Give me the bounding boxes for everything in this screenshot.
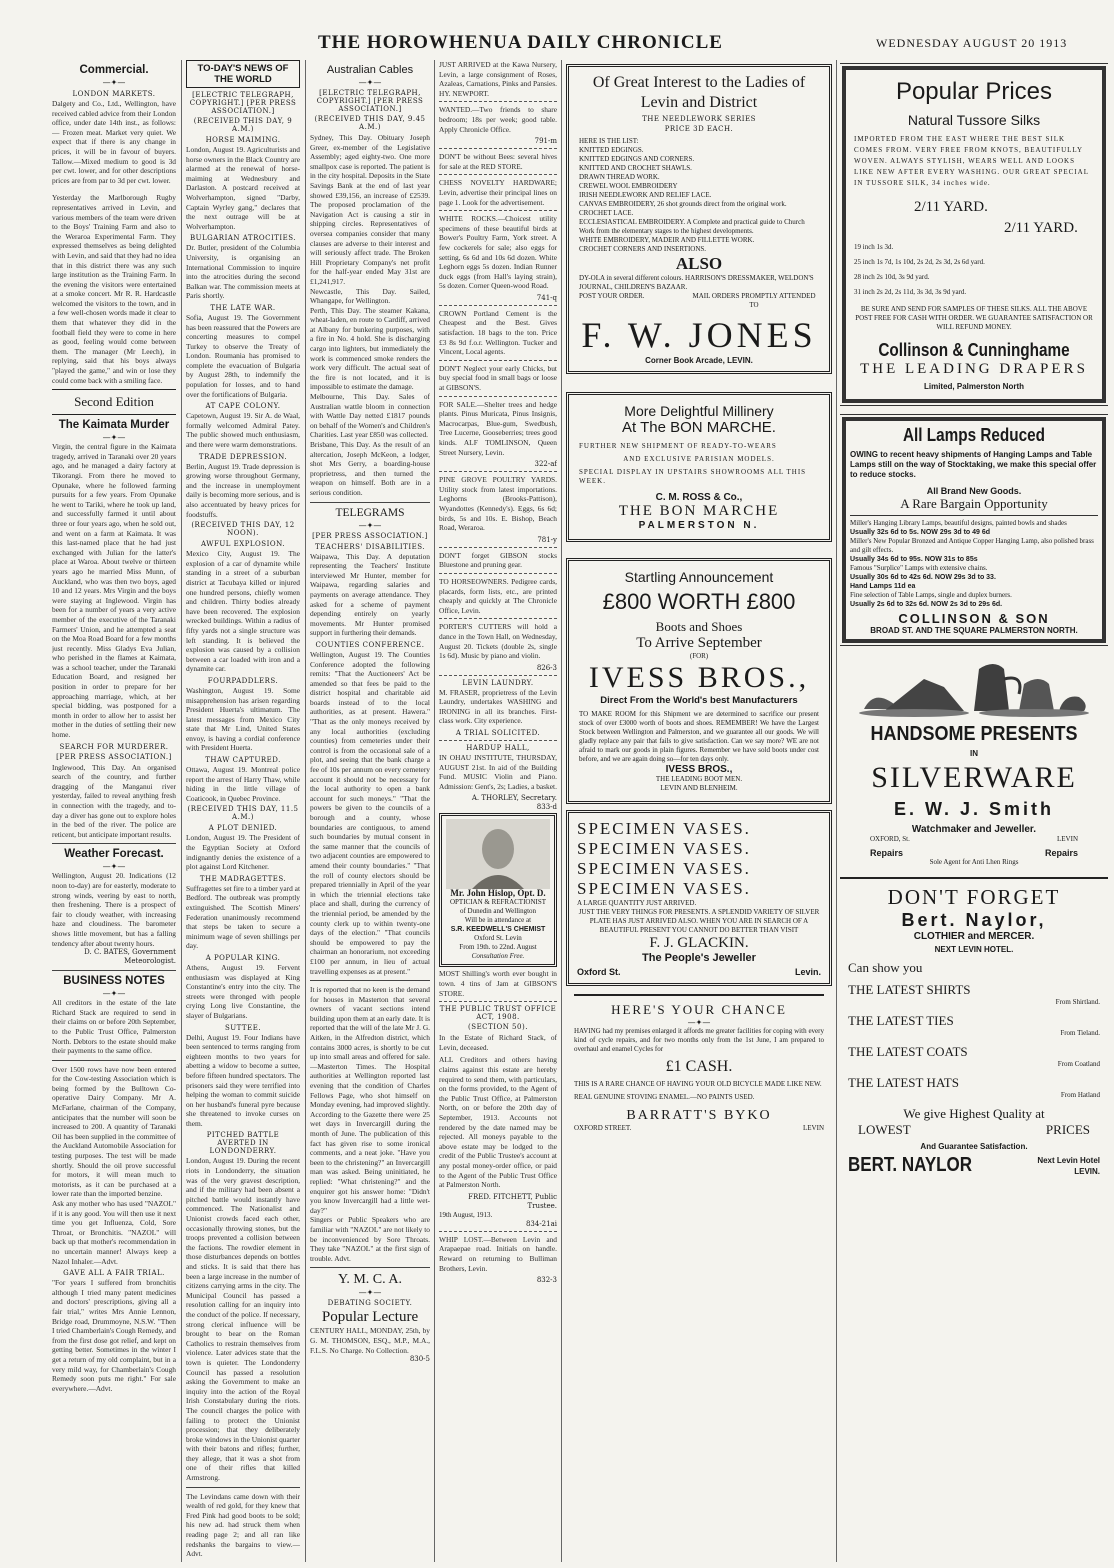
chance-firm: BARRATT'S BYKO	[626, 1108, 772, 1123]
millinery-heading: More Delightful Millinery	[624, 403, 774, 419]
jones-address: Corner Book Arcade, LEVIN.	[645, 356, 753, 365]
chance-ad	[566, 990, 832, 1137]
glackin-title: The People's Jeweller	[642, 952, 756, 964]
ad-ref: 833-d	[536, 803, 557, 812]
world-news-sub: [ELECTRIC TELEGRAPH, COPYRIGHT.] [PER PRESS ASSOCIATION.]	[189, 91, 297, 115]
late-war-heading: THE LATE WAR.	[210, 303, 276, 312]
needlework-also-text: DY-OLA in several different colours. HARRISON'S DRESSMAKER, WELDON'S JOURNAL, CHILDREN'S BAZAAR.	[579, 274, 814, 291]
ad-ref: 834-21ai	[525, 1219, 557, 1228]
bees-ad: DON'T be without Bees: several hives for sale at the RED STORE.	[439, 152, 557, 171]
ivess-towns: LEVIN AND BLENHEIM.	[660, 784, 738, 792]
business-heading: BUSINESS NOTES	[63, 975, 165, 988]
lamps-rare: A Rare Bargain Opportunity	[900, 496, 1048, 511]
sydney-article: Sydney, This Day. Obituary Joseph Greer, ex-member of the Legislative Assembly; aged eighty-two. One more smallpox case is reported. The patient is in the city hospital. Deposits in the State Savings Bank at the end of last year showed £39,156, an increase of £2539. The proposed proclamation of the Navigation Act is causing a stir in shipping circles. Representatives of oversea companies consider that many clauses are adverse to their interest and will seriously affect trade. The Broken Hill Proprietary Company's net profit for the half-year ended May 31st are £1,241,917.	[310, 133, 430, 286]
divider	[439, 396, 557, 397]
telegrams-heading: TELEGRAMS	[335, 506, 405, 519]
handsome-presents: HANDSOME PRESENTS	[870, 723, 1078, 745]
ornament: —✦—	[102, 433, 126, 443]
suttee-article: Delhi, August 19. Four Indians have been sentenced to terms ranging from eighteen months to two years for abetting a widow to become a suttee, before fifteen hundred spectators. The prisoners said they were terrified into helping the woman to commit suicide on her husband's funeral pyre because she threatened to invoke curses on them.	[186, 1032, 300, 1128]
counties-heading: COUNTIES CONFERENCE.	[315, 640, 425, 649]
porter-ad: PORTER'S CUTTERS will hold a dance in the Town Hall, on Wednesday, August 20. Tickets (double 2s, single 1s 6d). Music by piano and violin.	[439, 622, 557, 661]
search-article: Inglewood, This Day. An organised search of the country, and further dragging of the Manganui river yesterday, failed to reveal anything fresh in connection with the tragedy, and to-day a diver has gone out to explore holes in the bed of the river. The police are reticent, but anticipate important results.	[52, 762, 176, 839]
thaw-article: Ottawa, August 19. Montreal police report the arrest of Harry Thaw, while hiding in the little village of Coaticook, in Quebec Province.	[186, 765, 300, 803]
ornament: —✦—	[102, 989, 126, 999]
ivess-signature: IVESS BROS.,	[665, 764, 733, 775]
laundry-heading: LEVIN LAUNDRY.	[462, 678, 534, 687]
latest-item: THE LATEST HATS	[848, 1075, 959, 1090]
drapers-limited: Limited, Palmerston North	[923, 382, 1024, 391]
hislop-address: Oxford St. Levin	[474, 934, 522, 943]
lamp-item: Usually 32s 6d to 5s. NOW 29s 3d to 49 6d	[850, 529, 991, 536]
shilling-ad: MOST Shilling's worth ever bought in town. 4 tins of Jam at GIBSON'S STORE.	[439, 969, 557, 998]
singers-ad: Singers or Public Speakers who are familiar with "NAZOL" are not likely to be inconvenienced by Sore Throats. They take "NAZOL" at the first sign of trouble. Advt.	[310, 1215, 430, 1263]
collinson-name: Collinson & Cunninghame	[878, 340, 1070, 360]
list-item: KNITTED AND CROCHET SHAWLS.	[579, 164, 692, 172]
millinery-text: AND EXCLUSIVE PARISIAN MODELS.	[623, 455, 775, 463]
ymca-sub: DEBATING SOCIETY.	[327, 1299, 413, 1308]
ornament: —✦—	[102, 78, 126, 87]
divider	[439, 174, 557, 175]
divider	[439, 210, 557, 211]
ad-ref: 826-3	[536, 663, 557, 672]
fourpaddlers-article: Washington, August 19. Some misapprehension has arisen regarding President Huerta's ultimatum. The latest messages from Mexico City state that Mr Lind, United States envoy, is having a cordial conference with President Huerta.	[186, 685, 300, 753]
sole-agent: Sole Agent for Anti Lhen Rings	[929, 858, 1019, 866]
trust-estate: In the Estate of Richard Stack, of Levin, deceased.	[439, 1033, 557, 1052]
needlework-list	[579, 146, 819, 254]
ornament: —✦—	[358, 520, 382, 530]
lamp-item: Hand Lamps 11d ea	[850, 583, 916, 590]
ivess-boots: Boots and Shoes	[655, 619, 743, 634]
divider	[439, 675, 557, 676]
divider	[52, 1060, 176, 1061]
lamp-item: Miller's Hanging Library Lamps, beautiful designs, painted bowls and shades	[850, 519, 1067, 527]
commercial-heading: Commercial.	[79, 64, 149, 76]
search-heading: SEARCH FOR MURDERER.	[59, 742, 169, 751]
needlework-mail: MAIL ORDERS PROMPTLY ATTENDED TO	[692, 292, 816, 309]
ad-ref: 741-q	[536, 293, 557, 302]
quality-line: We give Highest Quality at	[903, 1106, 1045, 1121]
hislop-name: Mr. John Hislop, Opt. D.	[450, 888, 546, 899]
ornament: —✦—	[358, 78, 382, 87]
explosion-heading: AWFUL EXPLOSION.	[201, 540, 285, 549]
hall-signature: A. THORLEY, Secretary.	[471, 794, 557, 803]
hislop-title: OPTICIAN & REFRACTIONIST	[449, 898, 547, 907]
column-commercial	[52, 60, 176, 1562]
list-item: IRISH NEEDLEWORK AND RELIEF LACE.	[579, 191, 712, 199]
vases-line: SPECIMEN VASES.	[577, 879, 751, 898]
glackin-town: Levin.	[794, 967, 821, 977]
plot-heading: A PLOT DENIED.	[208, 824, 278, 833]
latest-from: From Coatland	[1057, 1060, 1100, 1068]
smith-address: OXFORD, St.	[870, 835, 910, 843]
divider	[439, 618, 557, 619]
vases-ad	[566, 810, 832, 986]
latest-item: THE LATEST SHIRTS	[848, 982, 971, 997]
millinery-town: PALMERSTON N.	[638, 520, 760, 531]
hislop-chemist: S.R. KEEDWELL'S CHEMIST	[450, 926, 546, 934]
price-line: 25 inch 1s 7d, 1s 10d, 2s 2d, 2s 3d, 2s 6d yard.	[854, 258, 985, 266]
ivess-text: TO MAKE ROOM for this Shipment we are determined to sacrifice our present stock of over £3000 worth of boots and shoes. REMEMBER! We have the Largest Stock between Wellington and Palmerston, and we guarantee all our goods. We will gladly replace any pair that fails to give satisfaction. Can we say more? WE are not afraid to mark our goods in plain figures. Remember we have sold boots under cost before, and we are again doing so—for ten days only.	[579, 710, 819, 763]
guarantee: And Guarantee Satisfaction.	[920, 1142, 1028, 1151]
price-line: 19 inch 1s 3d.	[854, 243, 894, 251]
lamp-item: Famous "Surplice" Lamps with extensive chains.	[850, 564, 988, 572]
rugby-article: Yesterday the Marlborough Rugby representatives arrived in Levin, and various members of the team were driven to the Boys' Training Farm and also to the Weraroa Experimental Farm. They expressed themselves as being delighted with Levin, and said that they had no idea that in this district there was any such large institution as the Training Farm. In the evening the visitors were entertained at a smoke concert. Mr R. R. Hardcastle welcomed the visitors to the town, and in a few well-chosen words made it clear to them that whatever they did in the football field they were to come in here as good, feeling would come between them. The manager (Mr Leech), in replying, said that his boys always "played the game," and win or lose they could come back with a smiling face.	[52, 193, 176, 385]
laundry-trial: A TRIAL SOLICITED.	[455, 729, 541, 738]
divider	[52, 970, 176, 971]
lowest-prices-row	[848, 1122, 1100, 1138]
needlework-post: POST YOUR ORDER.	[579, 292, 645, 300]
trust-sub: (SECTION 50).	[468, 1023, 528, 1032]
suttee-heading: SUTTEE.	[224, 1023, 262, 1032]
millinery-text: FURTHER NEW SHIPMENT OF READY-TO-WEARS	[579, 442, 777, 450]
ornament: —✦—	[358, 1288, 382, 1298]
divider	[439, 305, 557, 306]
late-war-article: Sofia, August 19. The Government has been reassured that the Powers are concerting measures to compel Turkey to observe the Treaty of London. Roumania has promised to complete the evacuation of Bulgaria by August 28th, to indemnify the population for losses, and to hand over the fortifications of Bulgaria.	[186, 312, 300, 399]
smith-town: LEVIN	[1057, 835, 1078, 843]
vases-sub: A LARGE QUANTITY JUST ARRIVED.	[577, 899, 697, 907]
pitched-article: London, August 19. During the recent riots in Londonderry, the situation was of the very gravest description, and if the military had been absent a pitched battle would instantly have commenced. The Nationalist and Unionist crowds faced each other, occasionally throwing stones, but the troops prevented a collision between the factions. The rowdier element in those disturbances depends on bottles and sticks. It is said that there has been a large increase in the number of citizens carrying arms in the city. The Municipal Council has passed a resolution calling for an inquiry into the conduct of the police. If necessary, strong clerical influence will be brought to bear on the Roman Catholics to restrain themselves from violence. Later advices state that the town is quieter. The Londonderry Council has passed a resolution asking the Government to make an inquiry into the action of the Royal Irish Constabulary during the riots. The council charges the police with failing to protect the Unionist procession; that they deliberately broke windows in the Unionist quarter with their batons and rifles; further, they allege, that it was a shot from one of their rifles that killed Armstrong.	[186, 1156, 300, 1483]
king-article: Athens, August 19. Fervent enthusiasm was displayed at King Constantine's entry into the city. The streets were thronged with people crying Long live Constantine, the slayer of Bulgarians.	[186, 962, 300, 1020]
lowest-word: LOWEST	[858, 1122, 911, 1137]
silverware-illustration-icon	[854, 649, 1094, 719]
levindans-ad: The Levindans came down with their wealth of red gold, for they knew that Fred Pink had good boots to be sold; his new ad. had struck them when reading page 2; and all ran like redshanks the bargains to view.—Advt.	[186, 1491, 300, 1559]
millinery-firm: C. M. ROSS & Co.,	[655, 492, 743, 503]
australian-cables-heading: Australian Cables	[326, 64, 414, 76]
millinery-subheading: At The BON MARCHE.	[622, 419, 776, 436]
horse-heading: HORSE MAIMING.	[205, 136, 281, 144]
pine-grove-ad: PINE GROVE POULTRY YARDS. Utility stock from latest importations. Leghorns (Brooks-Pattison), Wyandottes (Kennedy's). Eggs, 6s 6d; birds, 5s and 10s. E. Bishop, Beach Road, Weraroa.	[439, 475, 557, 533]
whip-ad: WHIP LOST.—Between Levin and Arapaepae road. Initials on handle. Reward on returning to Bulliman Brothers, Levin.	[439, 1234, 557, 1273]
millinery-ad	[566, 392, 832, 542]
hislop-free: Consultation Free.	[471, 952, 525, 961]
tussore-text: IMPORTED FROM THE EAST WHERE THE BEST SILK COMES FROM. VERY FREE FROM KNOTS, BEAUTIFULLY WOVEN. ALWAYS STYLISH, WEARS WELL AND LOOKS LIKE NEW AFTER EVERY WASHING. OUR GREAT SPECIAL IN TUSSORE SILK, 34 inches wide.	[854, 135, 1089, 187]
samples-text: BE SURE AND SEND FOR SAMPLES OF THESE SILKS. ALL THE ABOVE POST FREE FOR CASH WITH ORDER. WE GUARANTEE SATISFACTION OR WILL REFUND MONEY.	[855, 305, 1093, 331]
jones-name: F. W. JONES	[581, 315, 817, 355]
cables-sub: [ELECTRIC TELEGRAPH, COPYRIGHT.] [PER PRESS ASSOCIATION.]	[316, 89, 424, 113]
latest-item: THE LATEST COATS	[848, 1044, 968, 1059]
repairs-label: Repairs	[870, 848, 904, 858]
glackin-address-row	[577, 967, 821, 977]
chance-heading: HERE'S YOUR CHANCE	[574, 994, 824, 1018]
naylor-big: BERT. NAYLOR	[848, 1154, 973, 1176]
bulgarian-heading: BULGARIAN ATROCITIES.	[189, 234, 297, 243]
newspaper-title: THE HOROWHENUA DAILY CHRONICLE	[318, 32, 723, 53]
horseowners-ad: TO HORSEOWNERS. Pedigree cards, placards, form lists, etc., are printed cheaply and quickly at The Chronicle Office, Levin.	[439, 576, 557, 615]
needlework-ad	[566, 64, 832, 374]
chance-price: £1 CASH.	[665, 1058, 733, 1075]
white-rocks-ad: WHITE ROCKS.—Choicest utility specimens of these beautiful birds at Bower's Poultry Farm, York street. A few cockerels for sale; also eggs for setting, 6s 6d and 10s 6d dozen. White Leghorn eggs 5s dozen. Indian Runner duck eggs (from Hall's laying strain), 5s dozen. Corner Queen-wood Road.	[439, 214, 557, 291]
column-classifieds	[439, 60, 557, 1562]
ad-ref: 781-y	[537, 535, 557, 544]
cows-article: Over 1500 rows have now been entered for the Cow-testing Association which is being formed by the Bulltown Co-operative Dairy Company. Mr A. McFarlane, chairman of the Company, anticipates that the number will soon be increased to 200. A quantity of Taranaki Oil has been supplied in the committee of the Auckland Automobile Association for testing purposes. The test will be made shortly. Should the oil prove successful for motors, it will mean much to motorists, as it can be purchased at a lower rate than the imported benzine.	[52, 1064, 176, 1199]
issue-date: WEDNESDAY AUGUST 20 1913	[876, 36, 1068, 50]
weather-signature: D. C. BATES, Government Meteorologist.	[84, 948, 176, 966]
newcastle-article: Newcastle, This Day. Sailed, Whangape, for Wellington.	[310, 286, 430, 306]
chance-address: OXFORD STREET.	[574, 1124, 632, 1132]
received-note: (RECEIVED THIS DAY, 9.45 A.M.)	[314, 115, 426, 131]
lamp-item: Miller's New Popular Bronzed and Antique Copper Hanging Lamp, also polished brass and gilt effects.	[850, 537, 1094, 554]
lamps-ad	[842, 417, 1106, 643]
trade-article: Berlin, August 19. Trade depression is growing worse throughout Germany, and the increase in unemployment daily is becoming more serious, and is also accentuated by heavy prices for foodstuffs.	[186, 461, 300, 519]
cement-ad: CROWN Portland Cement is the Cheapest and the Best. Gives satisfaction. 18 bags to the ton. Price £3 8s 9d f.o.r. Wellington. Tucker and Vincent, Local agents.	[439, 308, 557, 357]
gibson-ad: DON'T forget GIBSON stocks Bluestone and pruning gear.	[439, 550, 557, 570]
hislop-attend: Will be in attendance at	[464, 916, 532, 925]
naylor-name: Bert. Naylor,	[901, 910, 1047, 930]
lamp-item: Usually 34s 6d to 95s. NOW 31s to 85s	[850, 556, 978, 563]
madragettes-heading: THE MADRAGETTES.	[199, 874, 287, 883]
trust-date: 19th August, 1913.	[439, 1210, 493, 1219]
naylor-next: Next Levin Hotel	[1037, 1155, 1100, 1165]
divider	[439, 1001, 557, 1002]
masthead	[0, 30, 1114, 58]
trust-signature: FRED. FITCHETT, Public Trustee.	[468, 1192, 557, 1210]
lamps-text: OWING to recent heavy shipments of Hanging Lamps and Table Lamps still on the way of Stocktaking, we make this special offer to reduce stocks.	[850, 450, 1097, 479]
wanted-ad: WANTED.—Two friends to share bedroom; 18s per week; good table. Apply Chronicle Office.	[439, 105, 557, 134]
lamps-heading: All Lamps Reduced	[902, 425, 1045, 445]
teachers-article: Waipawa, This Day. A deputation representing the Teachers' Institute interviewed Mr Hunter, member for Waipawa, regarding salaries and payments on average attendance. They asked for a scheme of payment depending entirely on yearly movements. Mr Hunter promised support in furthering their demands.	[310, 551, 430, 638]
list-item: CROCHET CORNERS AND INSERTIONS.	[579, 245, 707, 253]
perth-article: Perth, This Day. The steamer Kakana, wheat-laden, en route to Cardiff, arrived at Albany for bunkering purposes, with a fire in No. 4 hold. She is discharging cargo into lighters, but immediately the work is commenced smoke renders the work very difficult. The actual seat of the fire is not located, and it is impossible to estimate the damage.	[310, 305, 430, 392]
divider	[439, 547, 557, 548]
ad-ref: 322-af	[534, 460, 557, 469]
hislop-portrait-icon	[446, 819, 550, 889]
list-item: ECCLESIASTICAL EMBROIDERY. A Complete and practical guide to Church Work from the elementary stages to the highest developments.	[579, 218, 805, 235]
repairs-row	[840, 848, 1108, 858]
kawa-ad: JUST ARRIVED at the Kawa Nursery, Levin, a large consignment of Roses, Azaleas, Carnations, Pinks and Pansies. HY. NEWPORT.	[439, 60, 557, 98]
melbourne-article: Melbourne, This Day. Sales of Australian wattle bloom in connection with Wattle Day netted £1817 pounds on behalf of the Women's and Children's Charities. Last year £850 was collected.	[310, 392, 430, 440]
silverware-ad	[840, 723, 1108, 867]
ymca-heading: Y. M. C. A.	[338, 1272, 402, 1288]
divider	[439, 1231, 557, 1232]
list-item: CROCHET LACE.	[579, 209, 634, 217]
lamp-item: Usually 30s 6d to 42s 6d. NOW 29s 3d to 33.	[850, 574, 996, 581]
second-edition-heading: Second Edition	[52, 389, 176, 415]
laundry-ad: M. FRASER, proprietress of the Levin Laundry, undertakes WASHING and IRONING in all its branches. First-class work. City experience.	[439, 687, 557, 726]
latest-from: From Hatland	[1060, 1091, 1100, 1099]
hislop-dates: From 19th. to 22nd. August	[459, 943, 537, 952]
ivess-heading: Startling Announcement	[624, 569, 774, 585]
pitched-heading: PITCHED BATTLE AVERTED IN LONDONDERRY.	[206, 1131, 280, 1156]
divider	[310, 1267, 430, 1268]
divider	[439, 101, 557, 102]
divider	[439, 360, 557, 361]
divider	[186, 1487, 300, 1488]
millinery-text: SPECIAL DISPLAY IN UPSTAIRS SHOWROOMS ALL THIS WEEK.	[579, 468, 807, 485]
hislop-place: of Dunedin and Wellington	[459, 907, 537, 916]
brisbane-article: Brisbane, This Day. As the result of an altercation, Joseph McKeon, a lodger, shot Mrs Gerry, a boarding-house proprietress, and then turned the weapon on himself. Both are in a serious condition.	[310, 440, 430, 497]
business-article: All creditors in the estate of the late Richard Stack are required to send in their claims on or before 20th September, to the Public Trust Office, Palmerston North. Debtors to the estate should make their payments to the same office.	[52, 998, 176, 1056]
vases-line: SPECIMEN VASES.	[577, 819, 751, 838]
glackin-address: Oxford St.	[577, 967, 621, 977]
divider	[439, 471, 557, 472]
weather-heading: Weather Forecast.	[64, 848, 164, 861]
divider	[310, 502, 430, 503]
ivess-for: (FOR)	[689, 652, 709, 660]
smith-name: E. W. J. Smith	[893, 799, 1055, 819]
king-heading: A POPULAR KING.	[205, 953, 281, 962]
chess-ad: CHESS NOVELTY HARDWARE; Levin, advertise their principal lines on page 1. Look for the advertisement.	[439, 178, 557, 207]
list-item: KNITTED EDGINGS AND CORNERS.	[579, 155, 695, 163]
chance-text: HAVING had my premises enlarged it affords me greater facilities for coping with every kind of cycle repairs, and for two months only from the 1st June, I am prepared to overhaul and enamel Cycles for	[574, 1027, 824, 1053]
local-news: It is reported that no keen is the demand for houses in Masterton that several owners of vacant sections intend building upon them at an early date. It is reported that the will of the late Mr J. G. Aitken, in the Alfredton district, which contains 3000 acres, is shortly to be cut up into small areas and offered for sale.—Masterton Times. The Hospital authorities at Wellington reported last evening that the condition of Charles Fellows Page, who shot himself on Monday evening, had improved slightly. According to the Gazette there were 25 wet days in Invercargill during the month of June. The publication of this fact has given rise to some ironical comments, and a neat joke. "Have you been to the christening?" an Invercargill man was asked. Being uninitiated, he replied: "What christening?" and the enquirer got his answer home: "Didn't you know Invercargill had a little wet-day?"	[310, 985, 430, 1215]
horse-article: London, August 19. Agriculturists and horse owners in the Black Country are alarmed at the renewal of horse-maiming at Wednesbury and Darlaston. A postcard received at Wolverhampton, signed "Darby, Captain Wyrley gang," declares that the next outrage will be at Wolverhampton.	[186, 145, 300, 231]
list-item: CANVAS EMBROIDERY, 26 shot grounds direct from the original work.	[579, 200, 787, 208]
thaw-heading: THAW CAPTURED.	[205, 756, 281, 765]
london-markets-heading: LONDON MARKETS.	[72, 90, 156, 98]
hall-ad: IN OHAU INSTITUTE, THURSDAY, AUGUST 21st. In aid of the Building Fund. MUSIC Violin and Piano. Admission: Gent's, 2s; Ladies, a basket.	[439, 753, 557, 791]
divider	[310, 980, 430, 981]
latest-from: From Tieland.	[1060, 1029, 1100, 1037]
ivess-arrive: To Arrive September	[636, 635, 762, 651]
tussore-ad	[842, 66, 1106, 403]
weather-article: Wellington, August 20. Indications (12 noon to-day) are for easterly, moderate to strong winds, veering by east to north, then freshening. There is a prospect of fair to cloudy weather, with increasing haze and cloudiness. The barometer shows little movement, but has a falling tendency after about twenty hours.	[52, 871, 176, 948]
ivess-leading: THE LEADING BOOT MEN.	[655, 775, 743, 783]
millinery-store: THE BON MARCHE	[618, 503, 780, 519]
fourpaddlers-heading: FOURPADDLERS.	[207, 676, 279, 685]
column-australian-cables	[310, 60, 430, 1562]
divider	[439, 740, 557, 741]
lamp-item: Usually 2s 6d to 32s 6d. NOW 2s 3d to 29s 6d.	[850, 601, 1003, 608]
nazol-ad: Ask any mother who has used "NAZOL" if it is any good. You will then use it next time you get Influenza, Cold, Sore Throat, or Bronchitis. "NAZOL" will back up that mother's recommendation in no uncertain manner! Always keep a Nazol Inhaler.—Advt.	[52, 1199, 176, 1266]
divider	[439, 148, 557, 149]
trial-ad: "For years I suffered from bronchitis although I tried many patent medicines and doctors' prescriptions, giving all a fair trial," writes Mrs Annie Lennon, Bridge road, Drummoyne, N.S.W. "Then I tried Chamberlain's Cough Remedy, and from the first dose got relief, and kept on getting better. Sometimes in the winter I get a return of my old complaint, but in a very mild way, for Chamberlain's Cough Remedy soon puts me right." For sale everywhere.—Advt.	[52, 1278, 176, 1393]
needlework-list-heading: HERE IS THE LIST:	[579, 137, 639, 145]
price-line: 28 inch 2s 10d, 3s 9d yard.	[854, 273, 930, 281]
naylor-town: LEVIN.	[1074, 1166, 1100, 1176]
smith-address-row	[840, 835, 1108, 844]
yard-price: 2/11 YARD.	[914, 199, 988, 215]
column-rule	[561, 60, 562, 1562]
ivess-direct: Direct From the World's best Manufacturers	[600, 695, 798, 706]
hislop-ad	[439, 813, 557, 967]
divider	[850, 515, 1098, 516]
telegrams-sub: [PER PRESS ASSOCIATION.]	[312, 531, 428, 540]
chicks-ad: DON'T Neglect your early Chicks, but buy special food in small bags or loose at GIBSON'S.	[439, 363, 557, 393]
ad-ref: 791-m	[534, 137, 557, 146]
trade-heading: TRADE DEPRESSION.	[198, 452, 288, 461]
hall-heading: HARDUP HALL,	[466, 744, 530, 753]
needlework-order-row	[579, 292, 819, 310]
column-rule	[305, 60, 306, 1562]
naylor-footer	[848, 1154, 1100, 1177]
list-item: KNITTED EDGINGS.	[579, 146, 644, 154]
vases-text: JUST THE VERY THINGS FOR PRESENTS. A SPLENDID VARIETY OF SILVER PLATE HAS JUST ARRIVED ALSO. WHEN YOU ARE IN SEARCH OF A BEAUTIFUL PRESENT YOU CANNOT DO BETTER THAN VISIT	[578, 908, 820, 934]
trial-heading: GAVE ALL A FAIR TRIAL.	[63, 1269, 165, 1278]
silverware-heading: SILVERWARE	[871, 761, 1077, 794]
price-line: 31 inch 2s 2d, 2s 11d, 3s 3d, 3s 9d yard.	[854, 288, 967, 296]
lamps-new: All Brand New Goods.	[926, 486, 1022, 496]
ivess-worth: £800 WORTH £800	[602, 589, 796, 614]
list-item: DRAWN THREAD WORK.	[579, 173, 660, 181]
chance-note: THIS IS A RARE CHANCE OF HAVING YOUR OLD BICYCLE MADE LIKE NEW.	[574, 1080, 822, 1088]
received-note: (RECEIVED THIS DAY, 11.5 A.M.)	[187, 805, 299, 822]
column-advertisements	[566, 60, 832, 1562]
column-rule	[836, 60, 837, 1562]
column-rule	[434, 60, 435, 1562]
prices-word: PRICES	[1045, 1122, 1090, 1137]
received-note: (RECEIVED THIS DAY, 9 A.M.)	[193, 117, 293, 133]
ivess-ad	[566, 558, 832, 804]
needlework-heading: Of Great Interest to the Ladies of Levin and District	[592, 74, 806, 111]
trust-notice: ALL Creditors and others having claims against this estate are hereby required to send them, with particulars, on the forms provided, to the Agent of the Public Trust Office, at Palmerston North, on or before the 20th day of September, 1913. Accounts not rendered by the date named may be rejected. All moneys payable to the above estate may be lodged to the credit of the Public Trustee's account at any postal money-order office, or paid to the Agent of the Public Trust Office at Palmerston North.	[439, 1055, 557, 1190]
glackin-name: F. J. GLACKIN.	[649, 935, 749, 951]
ymca-text: CENTURY HALL, MONDAY, 25th, by G. M. THOMSON, ESQ., M.P., M.A., F.L.S. No Charge. No Collection.	[310, 1326, 430, 1355]
next-hotel: NEXT LEVIN HOTEL.	[934, 945, 1014, 954]
clothier: CLOTHIER and MERCER.	[913, 931, 1035, 942]
watchmaker: Watchmaker and Jeweller.	[911, 824, 1037, 835]
column-world-news	[186, 60, 300, 1562]
sale-ad: FOR SALE.—Shelter trees and hedge plants. Pinus Muricata, Pinus Insignis, Macrocarpas, Blue-gum, Swedbush, Tree Lucerne, Gooseberries; trees good kinds. ALF TOMLINSON, Queen Street Nursery, Levin.	[439, 399, 557, 457]
ornament: —✦—	[102, 862, 126, 872]
explosion-article: Mexico City, August 19. The explosion of a car of dynamite while standing in a street of a suburban district at Tacubaya killed or injured one hundred persons, chiefly women and children. Thirty bodies already have been recovered. The explosion wrecked buildings. Within a radius of fifty yards not a single structure was left standing. It is believed the explosion was caused by a collision between a car loaded with iron and a dynamite car.	[186, 549, 300, 674]
lamp-item: Fine selection of Table Lamps, single and duplex burners.	[850, 591, 1012, 599]
search-sub: [PER PRESS ASSOCIATION.]	[56, 752, 172, 761]
can-show: Can show you	[848, 960, 923, 975]
in-word: IN	[970, 749, 978, 758]
column-drapers	[840, 60, 1108, 1562]
list-item: WHITE EMBROIDERY, MADEIR AND FILLETTE WORK.	[579, 236, 755, 244]
teachers-heading: TEACHERS' DISABILITIES.	[315, 542, 425, 551]
needlework-price: PRICE 3D EACH.	[664, 125, 734, 133]
divider	[52, 843, 176, 844]
ornament: —✦—	[687, 1018, 711, 1027]
needlework-also: ALSO	[675, 254, 723, 273]
commercial-text: Dalgety and Co., Ltd., Wellington, have received cabled advice from their London office, under date 14th inst., as follows:— Frozen meat. Market very quiet. We expect that if there is any change in prices, it will be in favour of buyers. Tallow.—Mixed medium to good is 3d per cwt. lower, and for other descriptions prices are from par to 3d per cwt. lower.	[52, 99, 176, 185]
ymca-ref: 830-5	[409, 1355, 430, 1364]
naylor-ad	[840, 877, 1108, 1183]
chance-address-row	[574, 1124, 824, 1133]
world-news-heading: TO-DAY'S NEWS OF THE WORLD	[186, 60, 300, 88]
needlework-series: THE NEEDLEWORK SERIES	[642, 115, 756, 123]
dont-forget: DON'T FORGET	[887, 885, 1061, 909]
plot-article: London, August 19. The President of the Egyptian Society at Oxford indignantly denies the existence of a plot against Lord Kitchener.	[186, 833, 300, 872]
kaimata-article: Virgin, the central figure in the Kaimata tragedy, arrived in Taranaki over 20 years ago, and he managed a dairy factory at Tikorangi. From there he moved to Opunake, where he followed farming pursuits for a few years. From Opunake he went to Tariki, where he took up land, and successfully farmed it until about three or four years ago, when he sold out, and went on a farm at Kaimata. It was this last-named place that he had just exchanged with Julian for the latter's place at Waroa. About twelve or thirteen years ago he married Miss Munn, of Auckland, who was then two boys, aged 10 and 12 years. Mrs Virgin and the boys were staying at Inglewood. Virgin has been for a number of years a very active member of the executive of the Taranaki Farmers' Union, and he attempted a seat on the Moa Road Board for a few months just recently. Miss Gladys Eva Julian, who perished in the flames at Kaimata, was a school teacher, under the Taranaki Education Board, and resigned her position in order to prepare for her approaching marriage, which, at her special bidding, was postponed for a month in order to allow her to assist her mother in the duties of settling their new home.	[52, 442, 176, 740]
madragettes-article: Suffragettes set fire to a timber yard at Bedford. The outbreak was promptly extinguished. The Scottish Miners' Federation unanimously recommend that steps be taken to secure a minimum wage of seven shillings per day.	[186, 883, 300, 951]
repairs-label: Repairs	[1044, 848, 1078, 858]
chance-enamel: REAL GENUINE STOVING ENAMEL.—NO PAINTS USED.	[574, 1093, 755, 1101]
lamps-address: BROAD ST. AND THE SQUARE PALMERSTON NORTH.	[870, 626, 1078, 635]
drapers-title: THE LEADING DRAPERS	[860, 361, 1088, 377]
list-item: CREWEL WOOL EMBROIDERY	[579, 182, 678, 190]
trust-heading: THE PUBLIC TRUST OFFICE ACT, 1908.	[439, 1005, 557, 1022]
divider	[439, 573, 557, 574]
tussore-heading: Natural Tussore Silks	[907, 112, 1041, 128]
vases-line: SPECIMEN VASES.	[577, 839, 751, 858]
kaimata-heading: The Kaimata Murder	[58, 419, 170, 432]
cape-article: Capetown, August 19. Sir A. de Waal, formally welcomed Admiral Patey. The public showed much enthusiasm, and there were warm demonstrations.	[186, 411, 300, 450]
bulgarian-article: Dr. Butler, president of the Columbia University, is organising an International Commission to inquire into the atrocities during the second Balkan war. The commission meets at Paris shortly.	[186, 243, 300, 301]
ivess-name: IVESS BROS.,	[588, 661, 810, 694]
vases-line: SPECIMEN VASES.	[577, 859, 751, 878]
latest-item: THE LATEST TIES	[848, 1013, 954, 1028]
received-note: (RECEIVED THIS DAY, 12 NOON).	[191, 521, 295, 538]
counties-article: Wellington, August 19. The Counties Conference adopted the following remits: "That the Auctioneers' Act be amended so that fees be paid to the district hospital and charitable aid boards instead of to the local authorities, as at present. Hawera." "That as the only moneys received by any local authorities (excluding counties) from cemeteries under their control is from the occasional sale of a plot, and seeing that the bank charge a fee of 10s per annum on every cemetery account it should not be necessary for the local authority to open a bank account for such moneys." "That the powers be given to the councils of a borough and a county, whose boundaries are contiguous, to amend such boundaries by mutual consent in the same manner that the councils of two adjacent counties are empowered to amend their county boundaries." "That the roll of county electors should be prepared triennially in April of the year in which the triennial elections take place and shall, during the currency of the triennial period, be amended by the county clerk up to within twenty-one days of the election." "That councils should be empowered to pay the chairman an honorarium, not exceeding £100 per annum, in lieu of actual travelling expenses as at present."	[310, 649, 430, 976]
cape-heading: AT CAPE COLONY.	[205, 402, 281, 411]
ad-ref: 832-3	[536, 1276, 557, 1285]
naylor-hotel-block	[1037, 1155, 1100, 1177]
ymca-lecture: Popular Lecture	[321, 1309, 419, 1326]
latest-from: From Shirtland.	[1055, 998, 1100, 1006]
yard-price: 2/11 YARD.	[1004, 220, 1078, 236]
popular-prices: Popular Prices	[895, 78, 1053, 105]
column-rule	[181, 60, 182, 1562]
chance-town: LEVIN	[803, 1124, 824, 1132]
lamps-firm: COLLINSON & SON	[898, 611, 1050, 626]
